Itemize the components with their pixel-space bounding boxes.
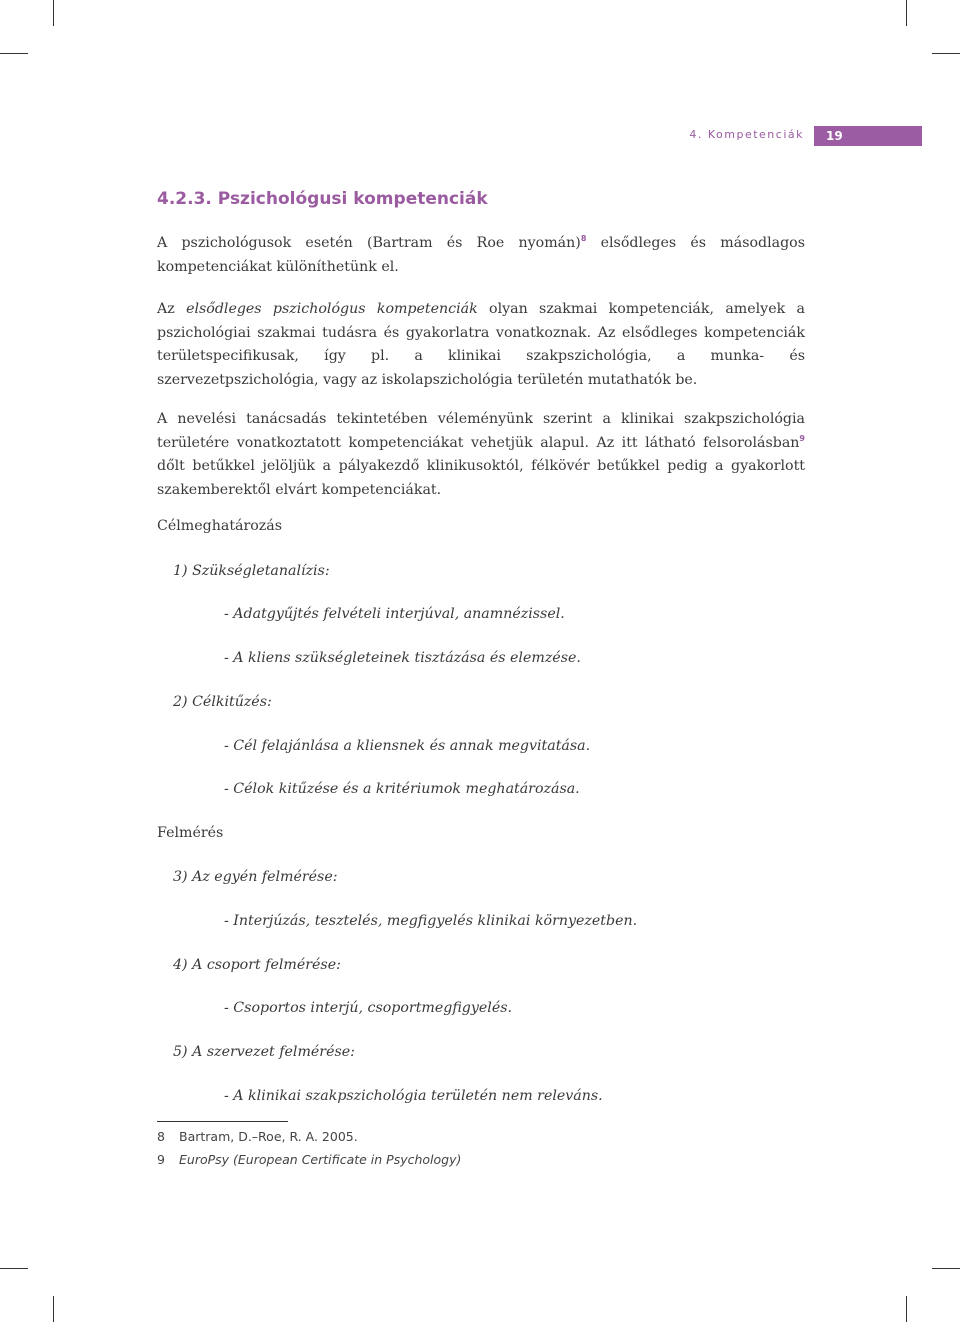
outline-item: - Célok kitűzése és a kritériumok meghatározása. (224, 781, 580, 797)
paragraph-text: dőlt betűkkel jelöljük a pályakezdő klinikusoktól, félkövér betűkkel pedig a gyakorlott szakemberektől elvárt kompetenciákat. (157, 458, 805, 498)
footnote-number: 9 (157, 1152, 165, 1167)
page-number: 19 (814, 126, 922, 146)
crop-mark (0, 53, 28, 54)
footnote (157, 1129, 358, 1144)
footnote-rule (157, 1121, 288, 1122)
outline-item: - Interjúzás, tesztelés, megfigyelés klinikai környezetben. (224, 913, 638, 929)
outline-subheading: 5) A szervezet felmérése: (173, 1044, 355, 1060)
footnote-ref: 9 (799, 433, 805, 443)
crop-mark (53, 1296, 54, 1322)
chapter-label: 4. Kompetenciák (689, 128, 804, 141)
footnote-text: EuroPsy (European Certificate in Psychology) (179, 1152, 462, 1167)
outline-subheading: 1) Szükségletanalízis: (173, 563, 330, 579)
outline-section: Felmérés (157, 825, 224, 841)
outline-item: - A kliens szükségleteinek tisztázása és elemzése. (224, 650, 581, 666)
paragraph-text: A pszichológusok esetén (Bartram és Roe nyomán) (157, 235, 581, 251)
crop-mark (53, 0, 54, 26)
outline-item: - Adatgyűjtés felvételi interjúval, anamnézissel. (224, 606, 565, 622)
crop-mark (906, 1296, 907, 1322)
crop-mark (906, 0, 907, 26)
outline-item: - A klinikai szakpszichológia területén nem releváns. (224, 1088, 603, 1104)
paragraph-primary-competencies (157, 298, 805, 392)
paragraph-text: A nevelési tanácsadás tekintetében véleményünk szerint a klinikai szakpszichológia területére vonatkoztatott kompetenciákat vehetjük alapul. Az itt látható felsorolásban (157, 411, 805, 451)
crop-mark (932, 1268, 960, 1269)
crop-mark (0, 1268, 28, 1269)
paragraph-text: olyan szakmai kompetenciák, amelyek a pszichológiai szakmai tudásra és gyakorlatra vonatkoznak. Az elsődleges kompetenciák területspecifikusak, így pl. a klinikai szakpszichológia, a munka- és szervezetpszichológia, vagy az iskolapszichológia területén mutathatók be. (157, 301, 805, 388)
outline-subheading: 4) A csoport felmérése: (173, 957, 341, 973)
outline-item: - Csoportos interjú, csoportmegfigyelés. (224, 1000, 513, 1016)
italic-term: elsődleges pszichológus kompetenciák (186, 301, 478, 317)
footnote-number: 8 (157, 1129, 165, 1144)
outline-item: - Cél felajánlása a kliensnek és annak megvitatása. (224, 738, 591, 754)
paragraph-counselling (157, 408, 805, 502)
outline-subheading: 3) Az egyén felmérése: (173, 869, 338, 885)
crop-mark (932, 53, 960, 54)
section-heading: 4.2.3. Pszichológusi kompetenciák (157, 189, 488, 209)
footnote (157, 1152, 461, 1167)
footnote-text: Bartram, D.–Roe, R. A. 2005. (179, 1129, 358, 1144)
outline-section: Célmeghatározás (157, 518, 283, 534)
footnote-ref: 8 (580, 234, 587, 243)
paragraph-intro (157, 232, 805, 279)
running-head (640, 126, 922, 146)
outline-subheading: 2) Célkitűzés: (173, 694, 272, 710)
paragraph-text: elsődleges és másodlagos kompetenciákat különíthetünk el. (157, 235, 805, 275)
paragraph-text: Az (157, 301, 187, 317)
